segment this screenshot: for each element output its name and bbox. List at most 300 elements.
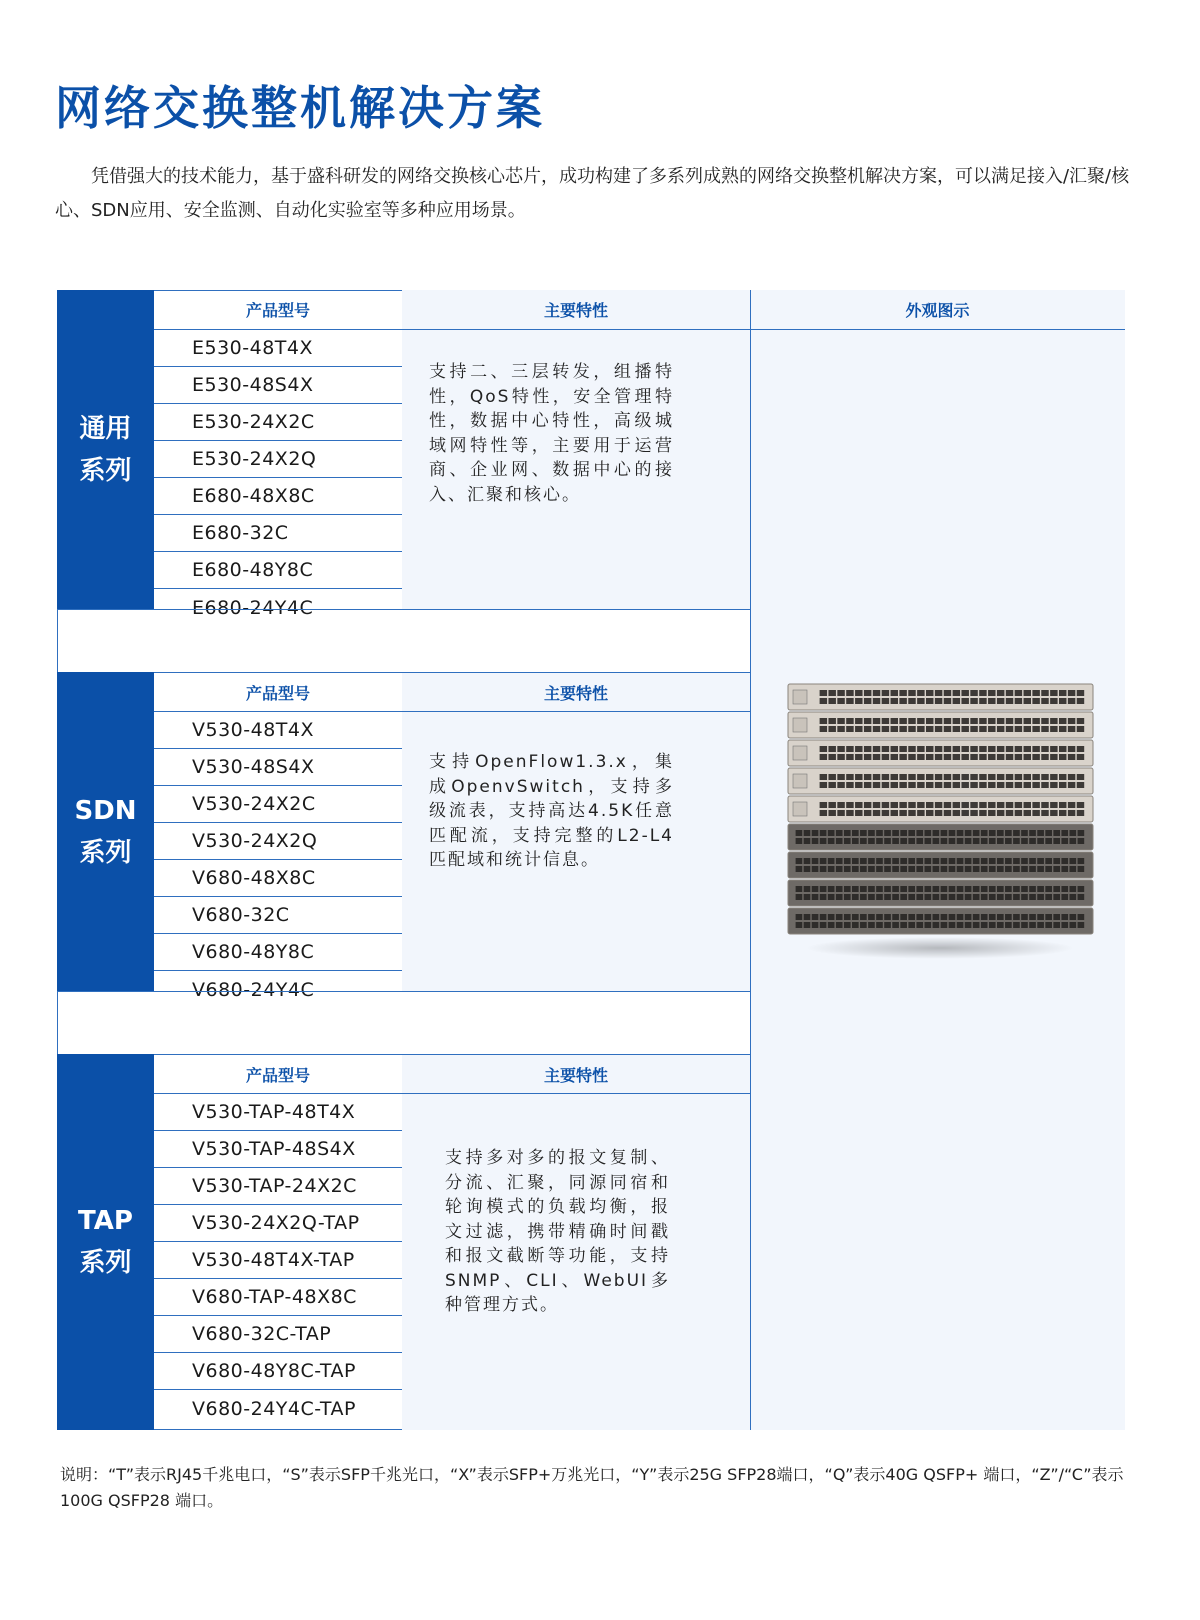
port — [796, 858, 803, 864]
port — [917, 698, 924, 704]
switch-chassis — [788, 880, 1093, 906]
port — [988, 690, 995, 696]
port — [1041, 726, 1048, 732]
port — [820, 718, 827, 724]
port — [868, 886, 875, 892]
port — [864, 774, 871, 780]
port — [820, 782, 827, 788]
port — [864, 810, 871, 816]
port — [1005, 922, 1012, 928]
port — [837, 754, 844, 760]
port — [1015, 754, 1022, 760]
model-item: V530-24X2C — [154, 786, 402, 823]
series-label — [57, 672, 154, 992]
port — [997, 838, 1004, 844]
port — [961, 690, 968, 696]
port — [1053, 866, 1060, 872]
port — [1053, 922, 1060, 928]
port — [981, 914, 988, 920]
port — [1032, 698, 1039, 704]
port — [1069, 838, 1076, 844]
port — [1059, 690, 1066, 696]
port — [804, 886, 811, 892]
port — [1078, 894, 1085, 900]
port — [1061, 914, 1068, 920]
port — [916, 894, 923, 900]
port — [860, 922, 867, 928]
port — [892, 858, 899, 864]
port — [973, 894, 980, 900]
port — [979, 690, 986, 696]
port — [953, 746, 960, 752]
port — [1032, 802, 1039, 808]
port — [860, 914, 867, 920]
port — [873, 690, 880, 696]
port — [1024, 810, 1031, 816]
port — [844, 914, 851, 920]
port — [997, 894, 1004, 900]
port — [820, 690, 827, 696]
port — [796, 894, 803, 900]
port — [852, 830, 859, 836]
port — [973, 858, 980, 864]
port — [846, 802, 853, 808]
model-item: E530-24X2C — [154, 404, 402, 441]
model-item: V680-32C — [154, 897, 402, 934]
port — [820, 746, 827, 752]
port — [882, 746, 889, 752]
port — [965, 858, 972, 864]
port — [1024, 718, 1031, 724]
port — [944, 802, 951, 808]
series-suffix: 系列 — [79, 838, 132, 868]
port — [988, 782, 995, 788]
port — [900, 838, 907, 844]
port — [1068, 802, 1075, 808]
port — [1041, 754, 1048, 760]
port — [997, 914, 1004, 920]
port — [864, 718, 871, 724]
port — [935, 698, 942, 704]
port — [796, 866, 803, 872]
port — [1029, 914, 1036, 920]
model-header: 产品型号 — [245, 300, 310, 320]
port — [933, 886, 940, 892]
port — [864, 802, 871, 808]
port — [1013, 886, 1020, 892]
port — [997, 774, 1004, 780]
port — [812, 858, 819, 864]
port — [1041, 810, 1048, 816]
port — [1005, 838, 1012, 844]
port — [988, 698, 995, 704]
port — [1006, 782, 1013, 788]
console-port — [793, 802, 807, 816]
port — [924, 922, 931, 928]
model-item: E680-48X8C — [154, 478, 402, 515]
model-item: V530-24X2Q — [154, 823, 402, 860]
port — [892, 838, 899, 844]
port — [1037, 858, 1044, 864]
port — [828, 698, 835, 704]
port — [961, 754, 968, 760]
port — [873, 774, 880, 780]
port — [935, 746, 942, 752]
port — [917, 718, 924, 724]
port — [997, 718, 1004, 724]
port — [933, 922, 940, 928]
port — [1078, 866, 1085, 872]
port — [970, 718, 977, 724]
port — [973, 886, 980, 892]
port — [1041, 802, 1048, 808]
port — [997, 830, 1004, 836]
port — [828, 726, 835, 732]
port — [1013, 830, 1020, 836]
port — [820, 774, 827, 780]
port — [884, 886, 891, 892]
port — [804, 858, 811, 864]
port — [891, 810, 898, 816]
port — [892, 914, 899, 920]
model-item: V530-48S4X — [154, 749, 402, 786]
port — [884, 894, 891, 900]
port — [981, 858, 988, 864]
port — [1005, 858, 1012, 864]
port — [926, 690, 933, 696]
switch-chassis — [788, 908, 1093, 934]
port — [899, 726, 906, 732]
port — [820, 830, 827, 836]
port — [965, 886, 972, 892]
port — [933, 894, 940, 900]
port — [926, 718, 933, 724]
port — [899, 810, 906, 816]
port — [908, 914, 915, 920]
port — [935, 774, 942, 780]
port — [1005, 914, 1012, 920]
port — [820, 802, 827, 808]
port — [989, 830, 996, 836]
port — [812, 914, 819, 920]
port — [1045, 858, 1052, 864]
port — [1045, 866, 1052, 872]
port — [981, 894, 988, 900]
switch-chassis — [788, 712, 1093, 738]
port — [868, 914, 875, 920]
port — [860, 894, 867, 900]
port — [979, 802, 986, 808]
port — [953, 810, 960, 816]
port — [973, 914, 980, 920]
port — [973, 830, 980, 836]
port — [873, 810, 880, 816]
port — [997, 746, 1004, 752]
port — [908, 754, 915, 760]
port — [981, 866, 988, 872]
port — [1032, 754, 1039, 760]
port — [828, 746, 835, 752]
port — [953, 718, 960, 724]
port — [941, 894, 948, 900]
port — [970, 782, 977, 788]
port — [1041, 690, 1048, 696]
port — [973, 922, 980, 928]
port — [855, 726, 862, 732]
port — [944, 782, 951, 788]
port — [1077, 774, 1084, 780]
port — [882, 774, 889, 780]
port — [1078, 886, 1085, 892]
port — [844, 894, 851, 900]
port — [899, 774, 906, 780]
port — [997, 782, 1004, 788]
port — [981, 838, 988, 844]
port — [916, 886, 923, 892]
port — [953, 782, 960, 788]
port — [1050, 754, 1057, 760]
port — [855, 690, 862, 696]
port — [900, 922, 907, 928]
port — [953, 774, 960, 780]
model-item: E530-24X2Q — [154, 441, 402, 478]
feature-description: 支持多对多的报文复制、分流、汇聚，同源同宿和轮询模式的负载均衡，报文过滤，携带精确时间戳和报文截断等功能，支持SNMP、CLI、WebUI多种管理方式。 — [445, 1148, 670, 1315]
intro-paragraph: 凭借强大的技术能力，基于盛科研发的网络交换核心芯片，成功构建了多系列成熟的网络交换整机解决方案，可以满足接入/汇聚/核心、SDN应用、安全监测、自动化实验室等多种应用场景。 — [55, 166, 1130, 221]
port — [1068, 754, 1075, 760]
port — [979, 726, 986, 732]
port — [926, 810, 933, 816]
port — [908, 830, 915, 836]
switch-chassis — [788, 684, 1093, 710]
port — [873, 718, 880, 724]
port — [908, 726, 915, 732]
port — [873, 698, 880, 704]
model-item: V530-TAP-24X2C — [154, 1168, 402, 1205]
port — [882, 726, 889, 732]
port — [1015, 746, 1022, 752]
port — [884, 830, 891, 836]
port — [891, 782, 898, 788]
port — [916, 914, 923, 920]
port — [953, 754, 960, 760]
port — [1037, 914, 1044, 920]
port — [949, 838, 956, 844]
port — [916, 858, 923, 864]
port — [820, 838, 827, 844]
port — [891, 698, 898, 704]
port — [844, 830, 851, 836]
port — [961, 718, 968, 724]
port — [926, 698, 933, 704]
port — [882, 782, 889, 788]
port — [941, 914, 948, 920]
port — [908, 838, 915, 844]
port — [908, 894, 915, 900]
port — [917, 746, 924, 752]
port — [908, 690, 915, 696]
port — [935, 782, 942, 788]
model-item: E680-32C — [154, 515, 402, 552]
port — [846, 754, 853, 760]
port — [944, 726, 951, 732]
port — [1078, 838, 1085, 844]
port — [1045, 894, 1052, 900]
port — [828, 754, 835, 760]
port — [924, 858, 931, 864]
series-suffix: 系列 — [79, 1248, 132, 1278]
port — [908, 774, 915, 780]
port — [949, 894, 956, 900]
port — [935, 810, 942, 816]
port — [900, 858, 907, 864]
port — [1024, 726, 1031, 732]
port — [961, 782, 968, 788]
port — [882, 810, 889, 816]
model-item: V530-TAP-48T4X — [154, 1094, 402, 1131]
port — [1024, 774, 1031, 780]
table-header-row — [154, 290, 750, 330]
port — [899, 698, 906, 704]
port — [908, 746, 915, 752]
model-item: V530-24X2Q-TAP — [154, 1205, 402, 1242]
port — [965, 830, 972, 836]
model-header: 产品型号 — [245, 683, 310, 703]
port — [852, 838, 859, 844]
port — [1006, 802, 1013, 808]
port — [957, 858, 964, 864]
port — [1050, 802, 1057, 808]
port — [855, 782, 862, 788]
port — [820, 894, 827, 900]
port — [957, 866, 964, 872]
port — [933, 858, 940, 864]
port — [899, 746, 906, 752]
port — [873, 782, 880, 788]
port — [997, 690, 1004, 696]
port — [855, 754, 862, 760]
port — [949, 914, 956, 920]
port — [876, 886, 883, 892]
port — [908, 718, 915, 724]
port — [1061, 838, 1068, 844]
port — [1032, 782, 1039, 788]
port — [1077, 698, 1084, 704]
port — [1077, 782, 1084, 788]
port — [860, 866, 867, 872]
port — [1068, 810, 1075, 816]
port — [1050, 698, 1057, 704]
port — [891, 726, 898, 732]
port — [884, 914, 891, 920]
port — [1059, 774, 1066, 780]
port — [997, 802, 1004, 808]
model-item: V680-TAP-48X8C — [154, 1279, 402, 1316]
port — [1077, 810, 1084, 816]
port — [916, 866, 923, 872]
port — [917, 802, 924, 808]
port — [933, 838, 940, 844]
port — [989, 866, 996, 872]
console-port — [793, 718, 807, 732]
port — [820, 866, 827, 872]
port — [908, 802, 915, 808]
port — [820, 754, 827, 760]
port — [1045, 886, 1052, 892]
port — [860, 886, 867, 892]
port — [1069, 830, 1076, 836]
port — [970, 810, 977, 816]
port — [1050, 718, 1057, 724]
port — [1032, 726, 1039, 732]
port — [852, 914, 859, 920]
model-item: E530-48T4X — [154, 330, 402, 367]
port — [1024, 746, 1031, 752]
port — [836, 914, 843, 920]
port — [860, 830, 867, 836]
port — [1059, 726, 1066, 732]
port — [916, 922, 923, 928]
port — [1029, 894, 1036, 900]
port — [957, 830, 964, 836]
port — [882, 718, 889, 724]
port — [1041, 746, 1048, 752]
port — [1032, 718, 1039, 724]
port — [1069, 914, 1076, 920]
port — [935, 802, 942, 808]
port — [892, 830, 899, 836]
port — [908, 698, 915, 704]
port — [933, 830, 940, 836]
port — [891, 690, 898, 696]
port — [997, 810, 1004, 816]
port — [828, 782, 835, 788]
port — [812, 922, 819, 928]
series-label — [57, 1054, 154, 1430]
port — [1068, 718, 1075, 724]
port — [970, 726, 977, 732]
port — [989, 922, 996, 928]
port — [1037, 922, 1044, 928]
port — [917, 726, 924, 732]
port — [864, 726, 871, 732]
page-title: 网络交换整机解决方案 — [55, 81, 545, 135]
port — [844, 922, 851, 928]
port — [924, 838, 931, 844]
port — [961, 802, 968, 808]
port — [846, 746, 853, 752]
port — [1077, 746, 1084, 752]
port — [852, 922, 859, 928]
port — [926, 774, 933, 780]
port — [917, 774, 924, 780]
port — [941, 838, 948, 844]
port — [891, 802, 898, 808]
port — [1041, 782, 1048, 788]
port — [837, 810, 844, 816]
series-section-sdn — [57, 672, 750, 1001]
port — [1029, 858, 1036, 864]
port — [953, 726, 960, 732]
port — [1045, 830, 1052, 836]
port — [1069, 922, 1076, 928]
port — [908, 866, 915, 872]
port — [844, 886, 851, 892]
port — [892, 886, 899, 892]
port — [844, 866, 851, 872]
port — [884, 866, 891, 872]
port — [796, 914, 803, 920]
port — [828, 914, 835, 920]
